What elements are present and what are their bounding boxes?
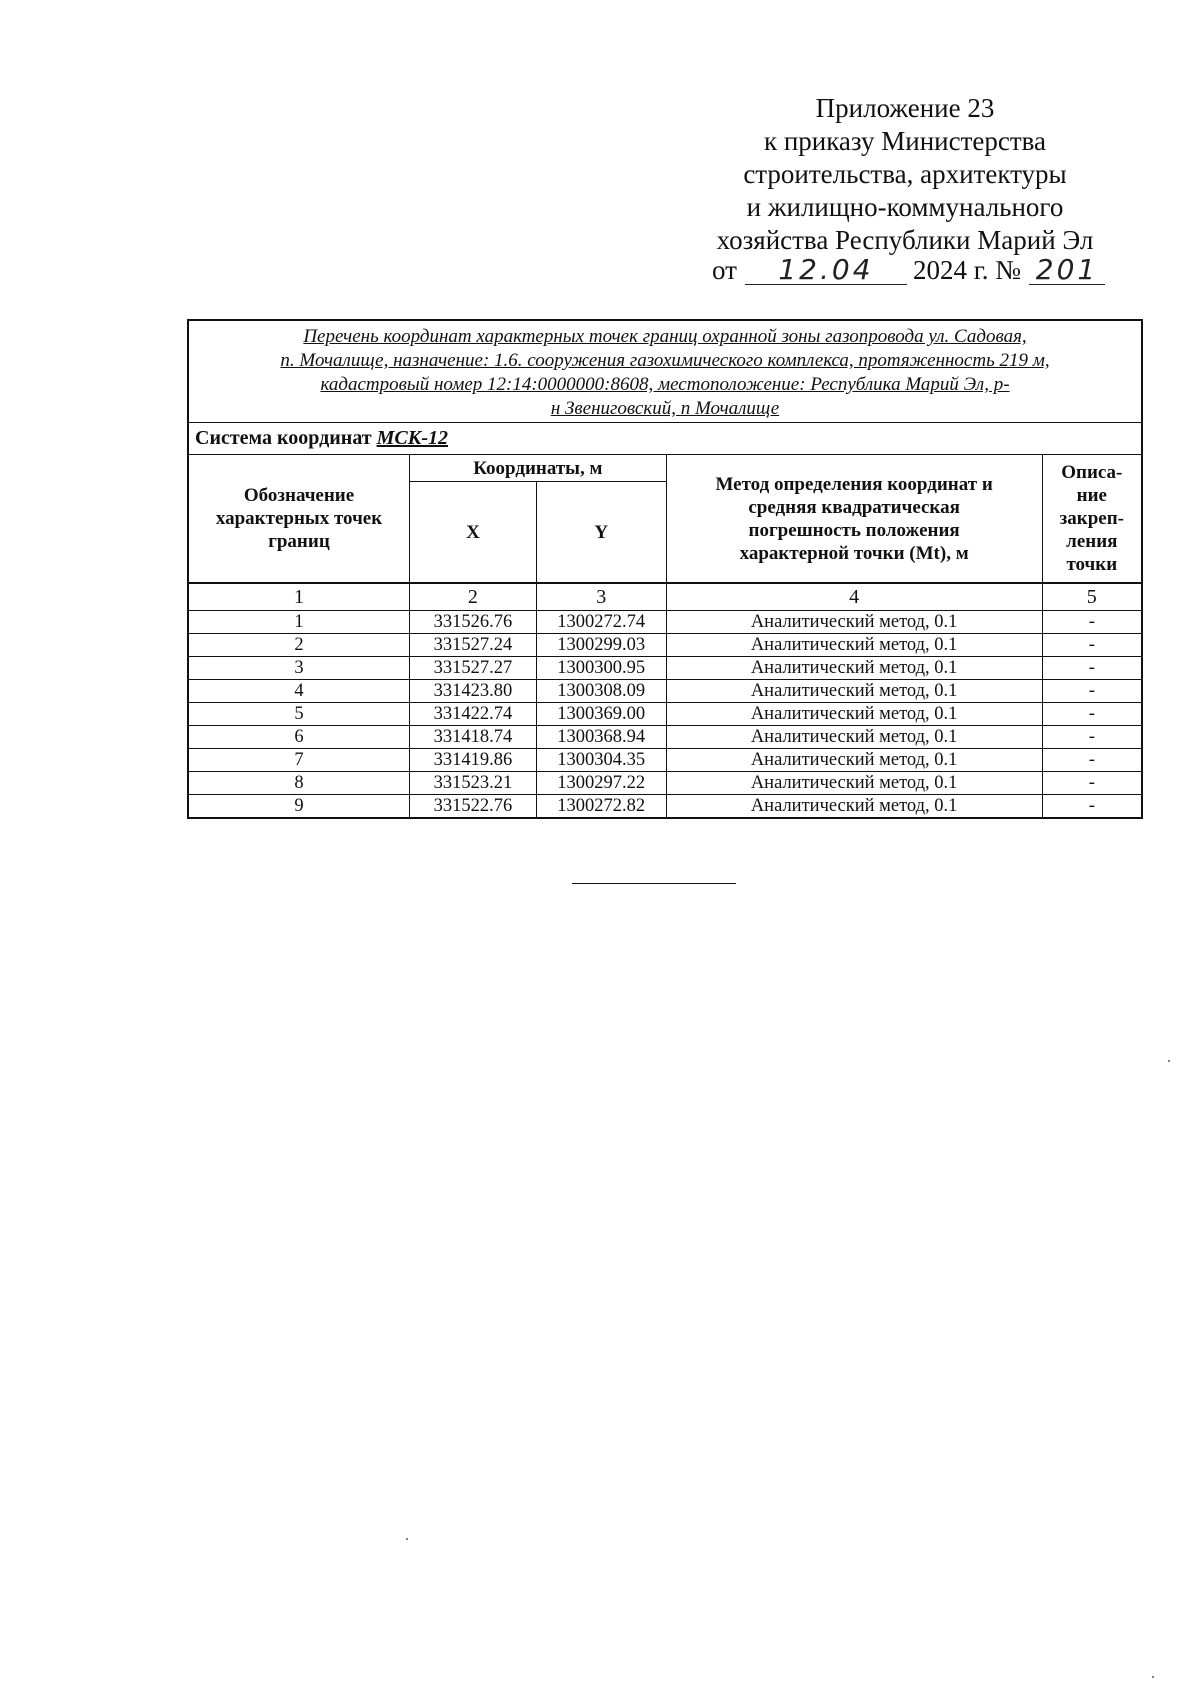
- closing-separator-line: [572, 883, 736, 884]
- method-cell: Аналитический метод, 0.1: [666, 726, 1042, 749]
- header-point-designation: [188, 455, 410, 584]
- x-coordinate: 331523.21: [410, 772, 537, 795]
- y-coordinate: 1300368.94: [536, 726, 666, 749]
- point-number: 5: [188, 703, 410, 726]
- method-cell: Аналитический метод, 0.1: [666, 680, 1042, 703]
- description-cell: -: [1042, 772, 1142, 795]
- order-year: 2024 г. №: [912, 255, 1021, 285]
- point-number: 8: [188, 772, 410, 795]
- header-text: ние: [1076, 485, 1107, 506]
- y-coordinate: 1300272.82: [536, 795, 666, 819]
- coordinate-system-label: Система координат: [195, 427, 372, 449]
- table-row: [188, 772, 1142, 795]
- y-coordinate: 1300299.03: [536, 634, 666, 657]
- table-row: [188, 726, 1142, 749]
- header-text: средняя квадратическая: [748, 496, 960, 518]
- column-number: 4: [666, 583, 1042, 611]
- header-text: погрешность положения: [748, 519, 960, 541]
- annex-line-5: хозяйства Республики Марий Эл: [716, 225, 1094, 255]
- header-text: границ: [268, 531, 330, 552]
- description-cell: -: [1042, 611, 1142, 634]
- description-cell: -: [1042, 657, 1142, 680]
- header-method: [666, 455, 1042, 584]
- caption-line: н Звениговский, п Мочалище: [550, 398, 780, 419]
- table-row: [188, 749, 1142, 772]
- header-row-1: [188, 455, 1142, 482]
- header-text: Метод определения координат и: [715, 473, 993, 495]
- header-text: Описа-: [1061, 462, 1123, 483]
- header-text: характерных точек: [215, 508, 383, 529]
- handwritten-number: 201: [1029, 256, 1105, 285]
- point-number: 1: [188, 611, 410, 634]
- column-number: 5: [1042, 583, 1142, 611]
- column-number: 3: [536, 583, 666, 611]
- description-cell: -: [1042, 795, 1142, 819]
- method-cell: Аналитический метод, 0.1: [666, 749, 1042, 772]
- description-cell: -: [1042, 680, 1142, 703]
- method-cell: Аналитический метод, 0.1: [666, 772, 1042, 795]
- y-coordinate: 1300308.09: [536, 680, 666, 703]
- description-cell: -: [1042, 749, 1142, 772]
- header-text: закреп-: [1059, 508, 1124, 529]
- annex-title: Приложение 23: [815, 93, 995, 123]
- table-row: [188, 657, 1142, 680]
- table-row: [188, 680, 1142, 703]
- point-number: 6: [188, 726, 410, 749]
- header-text: ления: [1066, 531, 1118, 552]
- order-date-number: [712, 254, 1132, 287]
- description-cell: -: [1042, 703, 1142, 726]
- y-coordinate: 1300304.35: [536, 749, 666, 772]
- annex-line-4: и жилищно-коммунального: [746, 192, 1064, 222]
- table-row: [188, 634, 1142, 657]
- point-number: 9: [188, 795, 410, 819]
- y-coordinate: 1300369.00: [536, 703, 666, 726]
- method-cell: Аналитический метод, 0.1: [666, 795, 1042, 819]
- order-prefix: от: [712, 255, 737, 285]
- scan-speck: [1168, 1060, 1170, 1062]
- header-y: Y: [536, 482, 666, 584]
- y-coordinate: 1300297.22: [536, 772, 666, 795]
- table-row: [188, 611, 1142, 634]
- point-number: 7: [188, 749, 410, 772]
- header-text: точки: [1066, 554, 1118, 575]
- coordinate-system-row: [188, 423, 1142, 455]
- coordinates-table: [187, 319, 1143, 819]
- x-coordinate: 331522.76: [410, 795, 537, 819]
- annex-line-3: строительства, архитектуры: [743, 159, 1067, 189]
- annex-header: [690, 92, 1120, 257]
- description-cell: -: [1042, 634, 1142, 657]
- x-coordinate: 331423.80: [410, 680, 537, 703]
- x-coordinate: 331418.74: [410, 726, 537, 749]
- header-coordinates: Координаты, м: [410, 455, 667, 482]
- table-caption: [188, 320, 1142, 423]
- caption-line: Перечень координат характерных точек границ охранной зоны газопровода ул. Садовая,: [303, 326, 1027, 347]
- column-number: 1: [188, 583, 410, 611]
- y-coordinate: 1300272.74: [536, 611, 666, 634]
- x-coordinate: 331527.27: [410, 657, 537, 680]
- column-number: 2: [410, 583, 537, 611]
- point-number: 3: [188, 657, 410, 680]
- handwritten-date: 12.04: [745, 256, 907, 285]
- caption-line: п. Мочалище, назначение: 1.6. сооружения газохимического комплекса, протяженность 219 м,: [280, 350, 1050, 371]
- caption-row: [188, 320, 1142, 423]
- point-number: 4: [188, 680, 410, 703]
- method-cell: Аналитический метод, 0.1: [666, 703, 1042, 726]
- coordinate-system-value: МСК-12: [376, 427, 448, 449]
- header-description: [1042, 455, 1142, 584]
- annex-line-2: к приказу Министерства: [763, 126, 1047, 156]
- method-cell: Аналитический метод, 0.1: [666, 634, 1042, 657]
- x-coordinate: 331422.74: [410, 703, 537, 726]
- table-row: [188, 703, 1142, 726]
- x-coordinate: 331526.76: [410, 611, 537, 634]
- header-text: характерной точки (Mt), м: [739, 542, 969, 564]
- point-number: 2: [188, 634, 410, 657]
- column-number-row: [188, 583, 1142, 611]
- table-row: [188, 795, 1142, 819]
- y-coordinate: 1300300.95: [536, 657, 666, 680]
- header-text: Обозначение: [243, 485, 355, 506]
- description-cell: -: [1042, 726, 1142, 749]
- caption-line: кадастровый номер 12:14:0000000:8608, местоположение: Республика Марий Эл, р-: [320, 374, 1010, 395]
- coordinate-system: [188, 423, 1142, 455]
- x-coordinate: 331419.86: [410, 749, 537, 772]
- scan-speck: [406, 1538, 408, 1540]
- method-cell: Аналитический метод, 0.1: [666, 657, 1042, 680]
- header-x: X: [410, 482, 537, 584]
- method-cell: Аналитический метод, 0.1: [666, 611, 1042, 634]
- x-coordinate: 331527.24: [410, 634, 537, 657]
- scan-speck: [1152, 1676, 1154, 1678]
